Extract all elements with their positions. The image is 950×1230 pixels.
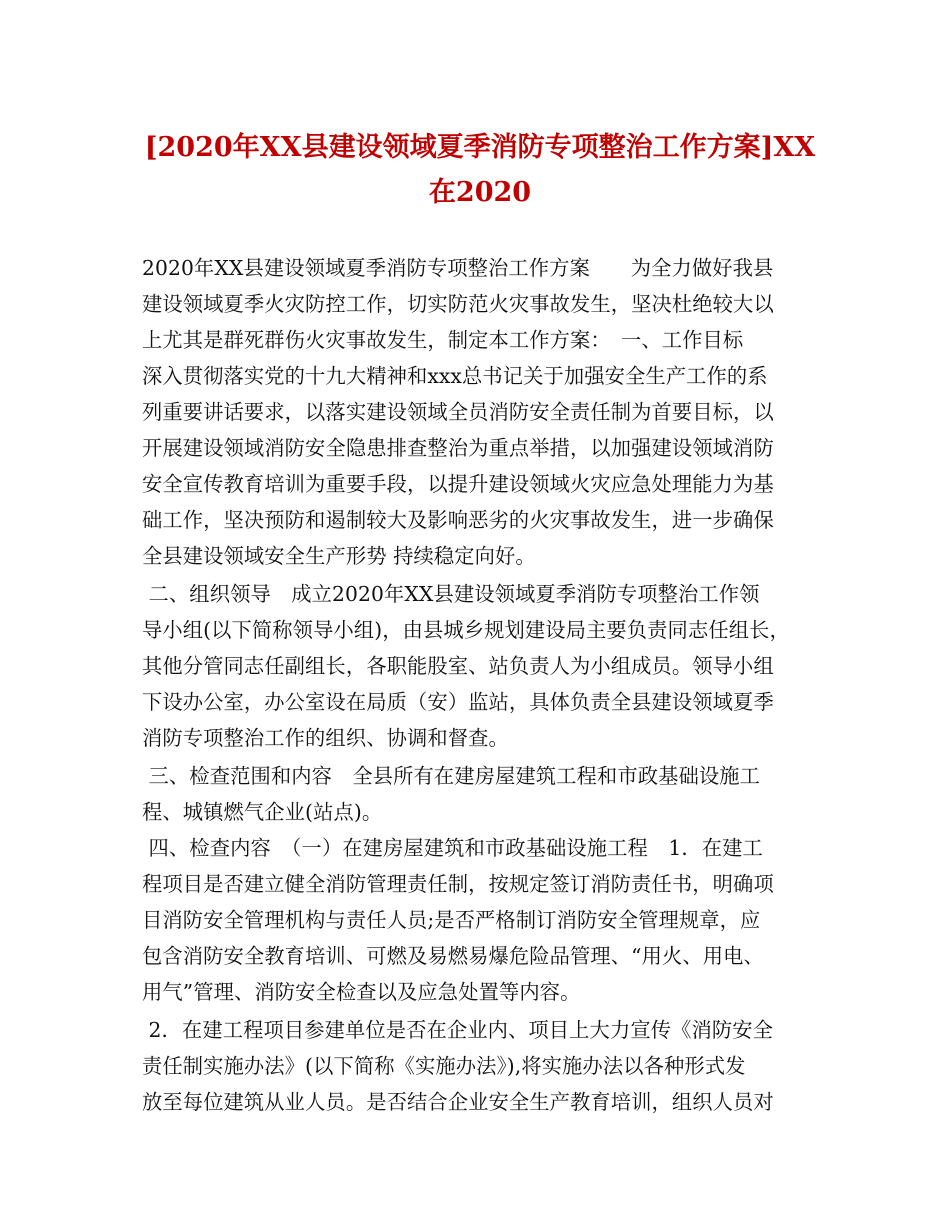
- body-line: 安全宣传教育培训为重要手段，以提升建设领域火灾应急处理能力为基: [142, 472, 774, 496]
- body-line: 2020年XX县建设领域夏季消防专项整治工作方案 为全力做好我县: [142, 256, 774, 280]
- body-line: 程、城镇燃气企业(站点)。: [142, 800, 383, 824]
- body-line: 消防专项整治工作的组织、协调和督查。: [142, 726, 509, 750]
- body-line: 下设办公室，办公室设在局质（安）监站，具体负责全县建设领域夏季: [142, 690, 774, 714]
- body-line: 深入贯彻落实党的十九大精神和xxx总书记关于加强安全生产工作的系: [142, 364, 768, 388]
- body-line: 导小组(以下简称领导小组)，由县城乡规划建设局主要负责同志任组长，: [142, 618, 790, 642]
- body-line: 列重要讲话要求，以落实建设领域全员消防安全责任制为首要目标，以: [142, 400, 774, 424]
- body-line: 用气”管理、消防安全检查以及应急处置等内容。: [142, 980, 581, 1004]
- body-line: 全县建设领域安全生产形势 持续稳定向好。: [142, 544, 536, 568]
- body-line: 二、组织领导 成立2020年XX县建设领域夏季消防专项整治工作领: [142, 582, 760, 606]
- body-line: 程项目是否建立健全消防管理责任制，按规定签订消防责任书，明确项: [142, 872, 774, 896]
- document-title-line-1: [2020年XX县建设领域夏季消防专项整治工作方案]XX: [144, 132, 816, 163]
- body-line: 2．在建工程项目参建单位是否在企业内、项目上大力宣传《消防安全: [142, 1018, 773, 1042]
- body-line: 建设领域夏季火灾防控工作，切实防范火灾事故发生，坚决杜绝较大以: [142, 292, 774, 316]
- document-title-line-2: 在2020: [428, 177, 532, 208]
- body-line: 放至每位建筑从业人员。是否结合企业安全生产教育培训，组织人员对: [142, 1090, 774, 1114]
- body-line: 其他分管同志任副组长，各职能股室、站负责人为小组成员。领导小组: [142, 654, 774, 678]
- body-line: 三、检查范围和内容 全县所有在建房屋建筑工程和市政基础设施工: [142, 764, 760, 788]
- body-line: 目消防安全管理机构与责任人员;是否严格制订消防安全管理规章，应: [142, 908, 761, 932]
- body-line: 包含消防安全教育培训、可燃及易燃易爆危险品管理、“用火、用电、: [142, 944, 764, 968]
- body-line: 四、检查内容 （一）在建房屋建筑和市政基础设施工程 1．在建工: [142, 836, 763, 860]
- body-line: 责任制实施办法》(以下简称《实施办法》),将实施办法以各种形式发: [142, 1054, 746, 1078]
- body-line: 础工作，坚决预防和遏制较大及影响恶劣的火灾事故发生，进一步确保: [142, 508, 774, 532]
- body-line: 开展建设领域消防安全隐患排查整治为重点举措，以加强建设领域消防: [142, 436, 774, 460]
- body-line: 上尤其是群死群伤火灾事故发生，制定本工作方案： 一、工作目标: [142, 328, 744, 352]
